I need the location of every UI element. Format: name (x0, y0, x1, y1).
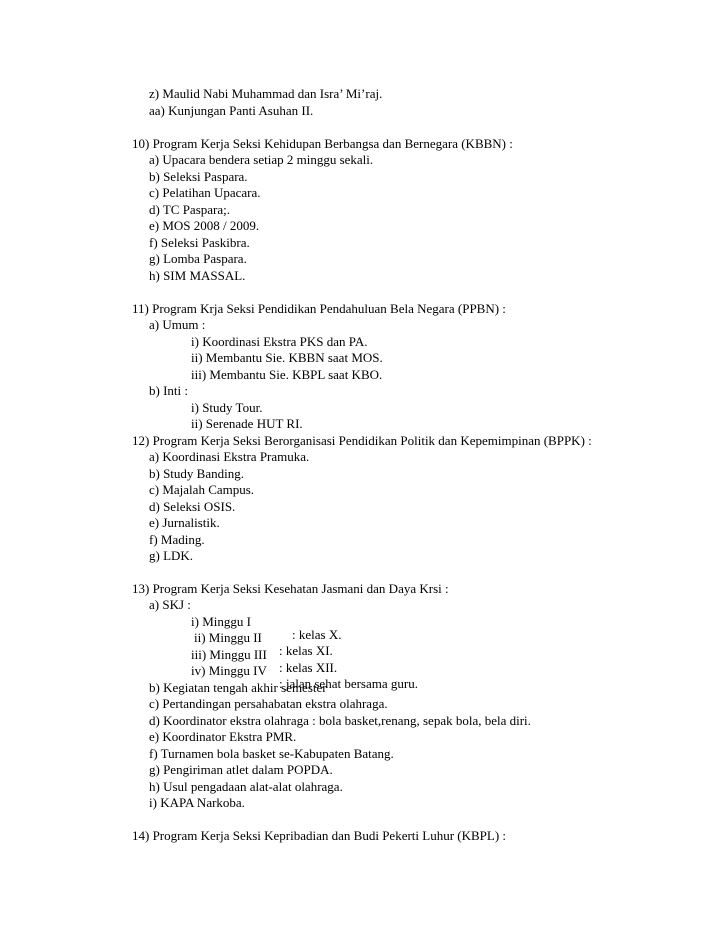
list-item: e) Jurnalistik. (149, 515, 220, 530)
schedule-class: : kelas XI. (279, 643, 333, 658)
schedule-day: i) Minggu I (191, 614, 251, 629)
list-item: d) TC Paspara;. (149, 202, 230, 217)
list-item: i) Study Tour. (191, 400, 263, 415)
list-item: i) Koordinasi Ekstra PKS dan PA. (191, 334, 368, 349)
list-item: c) Majalah Campus. (149, 482, 255, 497)
list-item: i) KAPA Narkoba. (149, 795, 245, 810)
list-item: a) SKJ : (149, 597, 191, 612)
schedule-day: iii) Minggu III (191, 647, 267, 662)
list-item: ii) Membantu Sie. KBBN saat MOS. (191, 350, 383, 365)
list-item: g) Lomba Paspara. (149, 251, 247, 266)
list-item: a) Umum : (149, 317, 206, 332)
list-item: d) Koordinator ekstra olahraga : bola basket,renang, sepak bola, bela diri. (149, 713, 531, 728)
list-item: a) Koordinasi Ekstra Pramuka. (149, 449, 310, 464)
list-item: g) LDK. (149, 548, 194, 563)
schedule-class: : kelas XII. (279, 660, 338, 675)
schedule-day: ii) Minggu II (194, 630, 262, 645)
list-item: a) Upacara bendera setiap 2 minggu sekali. (149, 152, 374, 167)
schedule-day: iv) Minggu IV (191, 663, 267, 678)
schedule-class: : jalan sehat bersama guru. (279, 676, 418, 691)
list-item: g) Pengiriman atlet dalam POPDA. (149, 762, 333, 777)
list-item: b) Study Banding. (149, 466, 244, 481)
list-item: f) Mading. (149, 532, 205, 547)
list-item: ii) Serenade HUT RI. (191, 416, 303, 431)
list-item: aa) Kunjungan Panti Asuhan II. (149, 103, 314, 118)
list-item: c) Pelatihan Upacara. (149, 185, 261, 200)
list-item: h) SIM MASSAL. (149, 268, 246, 283)
list-item: e) Koordinator Ekstra PMR. (149, 729, 297, 744)
list-item: b) Inti : (149, 383, 188, 398)
list-item: iii) Membantu Sie. KBPL saat KBO. (191, 367, 383, 382)
section-heading: 11) Program Krja Seksi Pendidikan Pendahuluan Bela Negara (PPBN) : (132, 301, 506, 316)
list-item: f) Seleksi Paskibra. (149, 235, 250, 250)
list-item: b) Kegiatan tengah akhir semester (149, 680, 327, 695)
list-item: b) Seleksi Paspara. (149, 169, 248, 184)
list-item: e) MOS 2008 / 2009. (149, 218, 260, 233)
list-item: h) Usul pengadaan alat-alat olahraga. (149, 779, 343, 794)
section-heading: 10) Program Kerja Seksi Kehidupan Berbangsa dan Bernegara (KBBN) : (132, 136, 513, 151)
section-heading: 12) Program Kerja Seksi Berorganisasi Pendidikan Politik dan Kepemimpinan (BPPK) : (132, 433, 592, 448)
section-heading: 14) Program Kerja Seksi Kepribadian dan Budi Pekerti Luhur (KBPL) : (132, 828, 507, 843)
list-item: c) Pertandingan persahabatan ekstra olahraga. (149, 696, 388, 711)
schedule-class: : kelas X. (292, 627, 342, 642)
list-item: d) Seleksi OSIS. (149, 499, 236, 514)
section-heading: 13) Program Kerja Seksi Kesehatan Jasmani dan Daya Krsi : (132, 581, 449, 596)
list-item: f) Turnamen bola basket se-Kabupaten Batang. (149, 746, 394, 761)
list-item: z) Maulid Nabi Muhammad dan Isra’ Mi’raj. (149, 86, 383, 101)
